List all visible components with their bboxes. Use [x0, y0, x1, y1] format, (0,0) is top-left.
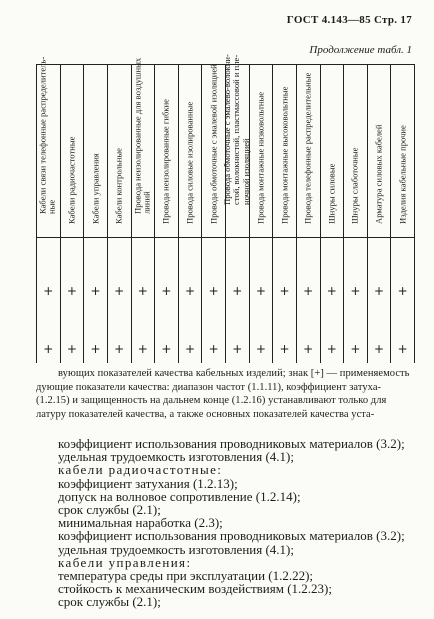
column-header-label: Изделия кабельные прочие: [396, 124, 407, 224]
column-header-label: Кабели управления: [89, 152, 100, 224]
column-header: [368, 65, 391, 238]
applicability-mark: +: [397, 284, 408, 298]
table-column: [37, 56, 61, 363]
column-header-label: Провода монтажные низковольтные: [255, 91, 266, 224]
applicability-mark: +: [279, 342, 290, 356]
table-column: [222, 53, 252, 363]
applicability-mark: +: [350, 342, 361, 356]
applicability-mark: +: [185, 284, 196, 298]
table-column: [321, 65, 345, 363]
column-header: [84, 65, 107, 238]
applicability-mark: +: [279, 284, 290, 298]
column-header: [155, 65, 178, 238]
applicability-mark: +: [90, 284, 101, 298]
applicability-mark: +: [350, 284, 361, 298]
table-continuation-caption: Продолжение табл. 1: [309, 44, 412, 56]
applicability-mark: +: [66, 342, 77, 356]
column-header: [179, 65, 202, 238]
table-column: [132, 58, 156, 363]
section-heading: кабели радиочастотные:: [58, 462, 223, 478]
table-column: [368, 65, 392, 363]
column-header-label: Провода неизолированные для воздушных линий: [132, 58, 152, 215]
list-item: допуск на волновое сопротивление (1.2.14);: [58, 488, 301, 504]
applicability-mark: +: [114, 284, 125, 298]
column-header-label: Кабели радиочастотные: [66, 136, 77, 224]
section-heading: кабели управления:: [58, 554, 192, 570]
column-header-label: Провода обмоточные с эмалевой изоляцией: [207, 63, 218, 224]
list-item: удельная трудоемкость изготовления (4.1);: [58, 449, 294, 465]
applicability-mark: +: [255, 284, 266, 298]
applicability-mark: +: [66, 284, 77, 298]
column-header: [321, 65, 344, 238]
column-header-label: Арматура силовых кабелей: [373, 124, 384, 224]
column-header: [297, 65, 320, 238]
column-header: [250, 65, 273, 238]
applicability-mark: +: [232, 342, 243, 356]
applicability-mark: +: [303, 284, 314, 298]
applicability-mark: +: [43, 284, 54, 298]
list-item: температура среды при эксплуатации (1.2.22);: [58, 568, 314, 583]
table-column: [391, 65, 415, 363]
column-header-label: Провода телефонные распределительные: [302, 72, 313, 224]
applicability-mark: +: [185, 342, 196, 356]
applicability-mark: +: [161, 284, 172, 298]
list-item: срок службы (2.1);: [58, 594, 161, 610]
column-header: [273, 65, 296, 238]
column-header-label: Шнуры силовые: [326, 163, 337, 224]
column-header-label: Провода монтажные высоковольтные: [278, 86, 289, 224]
list-item: минимальная наработка (2.3);: [58, 515, 223, 531]
applicability-mark: +: [208, 284, 219, 298]
text-line: вующих показателей качества кабельных изделий; знак [+] — применяемость: [58, 368, 410, 379]
applicability-mark: +: [137, 342, 148, 356]
applicability-mark: +: [90, 342, 101, 356]
text-line: дующие показатели качества: диапазон частот (1.1.11), коэффициент затуха-: [36, 381, 382, 393]
applicability-mark: +: [374, 284, 385, 298]
column-header-label: Провода неизолированные гибкие: [160, 98, 171, 224]
list-item: коэффициент использования проводниковых материалов (3.2);: [58, 436, 405, 451]
applicability-mark: +: [303, 342, 314, 356]
applicability-mark: +: [255, 342, 266, 356]
list-item: коэффициент затухания (1.2.13);: [58, 475, 238, 491]
list-item: коэффициент использования проводниковых материалов (3.2);: [58, 528, 405, 544]
applicability-mark: +: [326, 284, 337, 298]
page-header: ГОСТ 4.143—85 Стр. 17: [286, 14, 412, 26]
column-header-label: Провода обмоточные с эмалево-волокни-стой, волокнистой, пластмассовой и пле-ночной изоляцией: [222, 53, 252, 205]
column-header: [222, 53, 252, 238]
table-column: [84, 65, 108, 363]
applicability-mark: +: [137, 284, 148, 298]
table-column: [155, 65, 179, 363]
text-line: латуру показателей качества, а также основных показателей качества уста-: [36, 408, 375, 420]
column-header-label: Кабели связи телефонные распределитель-ные: [37, 56, 58, 215]
column-header: [132, 58, 155, 238]
applicability-mark: +: [397, 342, 408, 356]
applicability-table: [36, 53, 415, 363]
list-item: удельная трудоемкость изготовления (4.1);: [58, 541, 294, 557]
table-column: [297, 65, 321, 363]
list-item: срок службы (2.1);: [58, 502, 161, 517]
table-column: [179, 65, 203, 363]
column-header: [344, 65, 367, 238]
table-column: [108, 65, 132, 363]
applicability-mark: +: [161, 342, 172, 356]
column-header: [108, 65, 131, 238]
table-column: [61, 65, 85, 363]
applicability-mark: +: [208, 342, 219, 356]
column-header-label: Провода силовые изолированные: [184, 101, 195, 224]
table-column: [344, 65, 368, 363]
column-header: [391, 65, 414, 238]
applicability-mark: +: [326, 342, 337, 356]
applicability-mark: +: [232, 284, 243, 298]
column-header-label: Шнуры слаботочные: [349, 147, 360, 224]
column-header: [61, 65, 84, 238]
applicability-mark: +: [43, 342, 54, 356]
column-header: [37, 56, 60, 238]
applicability-mark: +: [114, 342, 125, 356]
table-column: [273, 65, 297, 363]
column-header-label: Кабели контрольные: [113, 147, 124, 224]
list-item: стойкость к механическим воздействиям (1.2.23);: [58, 581, 332, 597]
applicability-mark: +: [374, 342, 385, 356]
text-line: (1.2.15) и защищенность на дальнем конце (1.2.16) устанавливают только для: [36, 395, 387, 406]
table-column: [250, 65, 274, 363]
